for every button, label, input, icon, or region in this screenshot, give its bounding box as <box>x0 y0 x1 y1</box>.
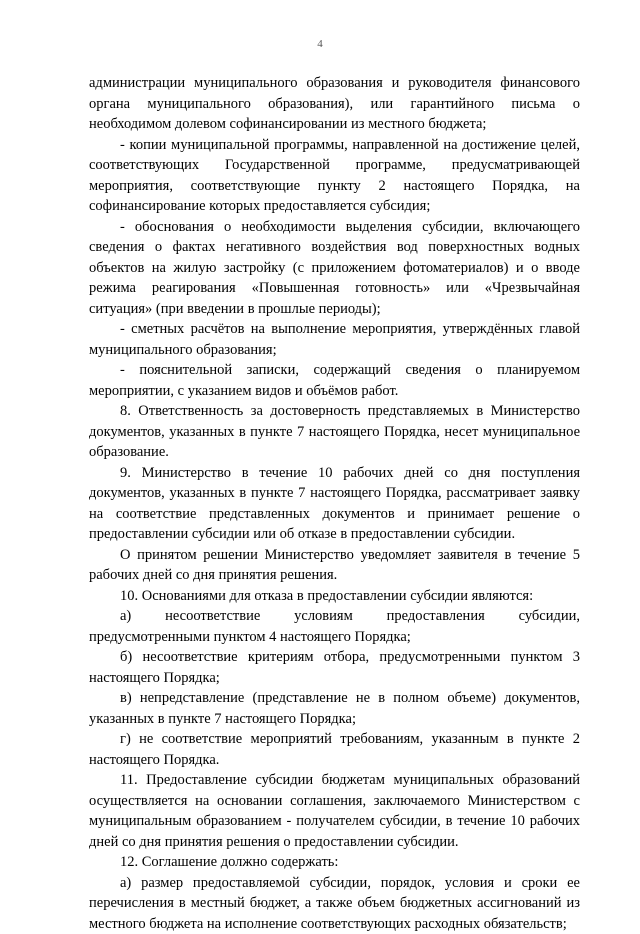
paragraph: в) непредставление (представление не в полном объеме) документов, указанных в пункте 7 настоящего Порядка; <box>89 688 580 729</box>
paragraph: а) размер предоставляемой субсидии, порядок, условия и сроки ее перечисления в местный бюджет, а также объем бюджетных ассигнований из местного бюджета на исполнение соответствующих расходных обязательств; <box>89 873 580 934</box>
paragraph: г) не соответствие мероприятий требованиям, указанным в пункте 2 настоящего Порядка. <box>89 729 580 770</box>
paragraph: - копии муниципальной программы, направленной на достижение целей, соответствующих Государственной программе, предусматривающей мероприятия, соответствующие пункту 2 настоящего Порядка, на софинансирование которых предоставляется субсидия; <box>89 135 580 217</box>
paragraph: - сметных расчётов на выполнение мероприятия, утверждённых главой муниципального образования; <box>89 319 580 360</box>
document-body <box>89 73 580 934</box>
paragraph: а) несоответствие условиям предоставления субсидии, предусмотренными пунктом 4 настоящего Порядка; <box>89 606 580 647</box>
paragraph: - обоснования о необходимости выделения субсидии, включающего сведения о фактах негативного воздействия вод поверхностных водных объектов на жилую застройку (с приложением фотоматериалов) и о вводе режима реагирования «Повышенная готовность» или «Чрезвычайная ситуация» (при введении в прошлые периоды); <box>89 217 580 320</box>
paragraph: О принятом решении Министерство уведомляет заявителя в течение 5 рабочих дней со дня принятия решения. <box>89 545 580 586</box>
paragraph: 10. Основаниями для отказа в предоставлении субсидии являются: <box>89 586 580 607</box>
paragraph: 8. Ответственность за достоверность представляемых в Министерство документов, указанных в пункте 7 настоящего Порядка, несет муниципальное образование. <box>89 401 580 463</box>
page-number: 4 <box>0 38 640 50</box>
paragraph: - пояснительной записки, содержащий сведения о планируемом мероприятии, с указанием видов и объёмов работ. <box>89 360 580 401</box>
paragraph: 12. Соглашение должно содержать: <box>89 852 580 873</box>
paragraph: 11. Предоставление субсидии бюджетам муниципальных образований осуществляется на основании соглашения, заключаемого Министерством с муниципальным образованием - получателем субсидии, в течение 10 рабочих дней со дня принятия решения о предоставлении субсидии. <box>89 770 580 852</box>
paragraph: администрации муниципального образования и руководителя финансового органа муниципального образования), или гарантийного письма о необходимом долевом софинансировании из местного бюджета; <box>89 73 580 135</box>
paragraph: 9. Министерство в течение 10 рабочих дней со дня поступления документов, указанных в пункте 7 настоящего Порядка, рассматривает заявку на соответствие представленных документов и принимает решение о предоставлении субсидии или об отказе в предоставлении субсидии. <box>89 463 580 545</box>
paragraph: б) несоответствие критериям отбора, предусмотренными пунктом 3 настоящего Порядка; <box>89 647 580 688</box>
